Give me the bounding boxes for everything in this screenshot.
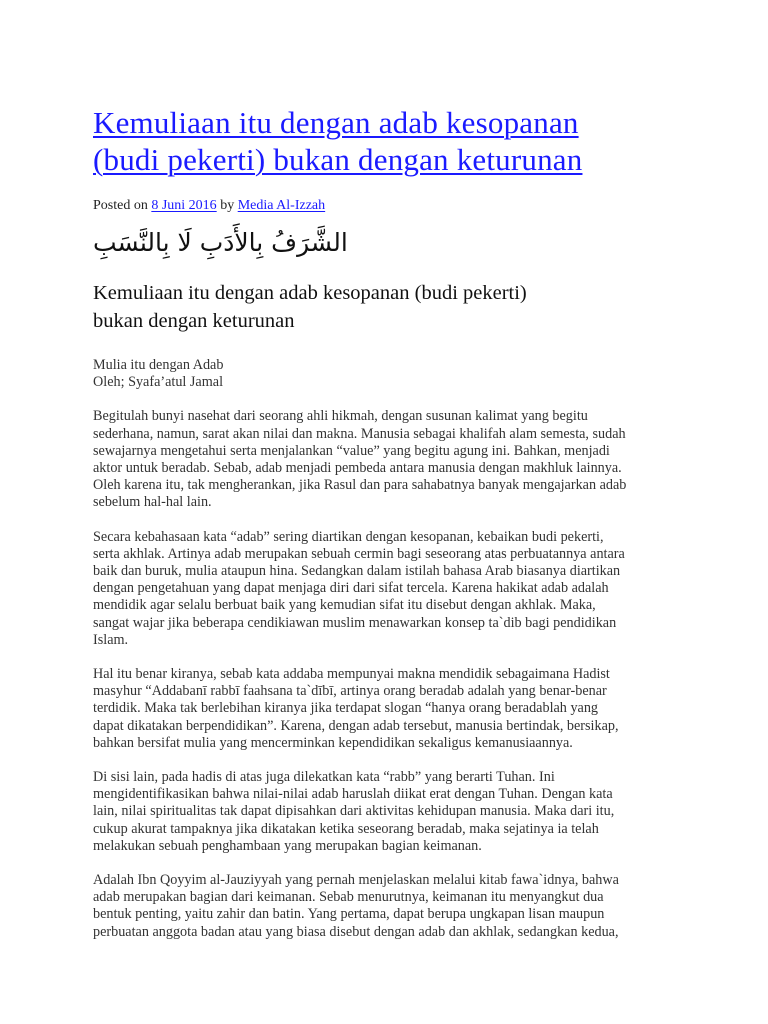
- paragraph: [93, 872, 693, 941]
- arabic-quote: الشَّرَفُ بِالأَدَبِ لَا بِالنَّسَبِ: [93, 228, 348, 257]
- paragraph-line: Begitulah bunyi nasehat dari seorang ahli hikmah, dengan susunan kalimat yang begitu: [93, 408, 588, 425]
- subheading-line-2: bukan dengan keturunan: [93, 310, 295, 332]
- paragraph-line: mengidentifikasikan bahwa nilai-nilai adab haruslah diikat erat dengan Tuhan. Dengan kata: [93, 786, 613, 803]
- byline-title: Mulia itu dengan Adab: [93, 357, 224, 373]
- paragraph: [93, 666, 693, 752]
- byline-author: Oleh; Syafa’atul Jamal: [93, 374, 224, 391]
- by-label: by: [220, 198, 235, 213]
- paragraph-list: [93, 408, 693, 940]
- paragraph-line: serta akhlak. Artinya adab merupakan sebuah cermin bagi seseorang atas perbuatannya antara: [93, 545, 625, 562]
- post-title: [93, 104, 693, 178]
- paragraph-line: lain, nilai spiritualitas tak dapat dipisahkan dari aktivitas kehidupan manusia. Maka dari itu,: [93, 803, 615, 820]
- paragraph-line: mendidik agar selalu berbuat baik yang kemudian sifat itu disebut dengan akhlak. Maka,: [93, 597, 596, 614]
- paragraph: [93, 769, 693, 855]
- post-meta: [93, 197, 693, 215]
- paragraph-line: sewajarnya mengetahui serta menjalankan “value” yang begitu agung ini. Bahkan, menjadi: [93, 442, 610, 459]
- article-subheading: [93, 279, 693, 335]
- paragraph-line: masyhur “Addabanī rabbī faahsana ta`dībī, artinya orang beradab adalah yang benar-benar: [93, 683, 607, 700]
- paragraph-line: bahkan bersifat mulia yang mencerminkan kependidikan sekaligus kemanusiaannya.: [93, 734, 573, 751]
- paragraph-line: dapat dikatakan berpendidikan”. Karena, dengan adab tersebut, manusia bertindak, bersikap,: [93, 717, 619, 734]
- posted-on-label: Posted on: [93, 198, 148, 213]
- paragraph-line: Adalah Ibn Qoyyim al-Jauziyyah yang pernah menjelaskan melalui kitab fawa`idnya, bahwa: [93, 872, 619, 889]
- paragraph-line: Hal itu benar kiranya, sebab kata addaba mempunyai makna mendidik sebagaimana Hadist: [93, 666, 610, 683]
- paragraph-line: adab merupakan bagian dari keimanan. Sebab menurutnya, keimanan itu menyangkut dua: [93, 889, 604, 906]
- post-date-link[interactable]: 8 Juni 2016: [151, 198, 217, 213]
- paragraph-line: cukup akurat tampaknya jika dikatakan ketika seseorang beradab, maka sejatinya ia telah: [93, 820, 599, 837]
- paragraph-line: Secara kebahasaan kata “adab” sering diartikan dengan kesopanan, kebaikan budi pekerti,: [93, 528, 604, 545]
- author-link[interactable]: Media Al-Izzah: [237, 198, 326, 213]
- paragraph-line: aktor untuk beradab. Sebab, adab menjadi pembeda antara manusia dengan makhluk lainnya.: [93, 460, 622, 477]
- paragraph: [93, 529, 693, 649]
- subheading-line-1: Kemuliaan itu dengan adab kesopanan (budi pekerti): [93, 282, 527, 304]
- blog-post: [93, 104, 693, 958]
- post-title-link[interactable]: [93, 104, 693, 178]
- paragraph-line: sangat wajar jika beberapa cendikiawan muslim menawarkan konsep ta`dib bagi pendidikan: [93, 614, 617, 631]
- paragraph-line: sebelum hal-hal lain.: [93, 494, 212, 511]
- paragraph-line: dengan pengetahuan yang dapat menjaga diri dari sifat tercela. Karena hakikat adab adalah: [93, 580, 609, 597]
- paragraph-line: baik dan buruk, mulia ataupun hina. Sedangkan dalam istilah bahasa Arab biasanya diartikan: [93, 563, 621, 580]
- post-title-line-1: Kemuliaan itu dengan adab kesopanan: [93, 105, 579, 140]
- paragraph: [93, 408, 693, 511]
- article-body: [93, 357, 693, 941]
- paragraph-line: melakukan sebuah penghambaan yang merupakan bagian keimanan.: [93, 837, 482, 854]
- paragraph-line: sederhana, namun, sarat akan nilai dan makna. Manusia sebagai khalifah alam semesta, sudah: [93, 425, 626, 442]
- post-title-line-2: (budi pekerti) bukan dengan keturunan: [93, 142, 583, 177]
- paragraph-line: Oleh karena itu, tak mengherankan, jika Rasul dan para sahabatnya banyak mengajarkan adab: [93, 477, 627, 494]
- paragraph-line: terdidik. Maka tak berlebihan kiranya jika terdapat slogan “hanya orang beradablah yang: [93, 700, 599, 717]
- paragraph-line: Islam.: [93, 631, 129, 648]
- paragraph-line: Di sisi lain, pada hadis di atas juga dilekatkan kata “rabb” yang berarti Tuhan. Ini: [93, 769, 555, 786]
- byline: [93, 357, 693, 391]
- paragraph-line: bentuk penting, yaitu zahir dan batin. Yang pertama, dapat berupa ungkapan lisan maupun: [93, 906, 605, 923]
- paragraph-line: perbuatan anggota badan atau yang biasa disebut dengan adab dan akhlak, sedangkan kedua,: [93, 923, 619, 940]
